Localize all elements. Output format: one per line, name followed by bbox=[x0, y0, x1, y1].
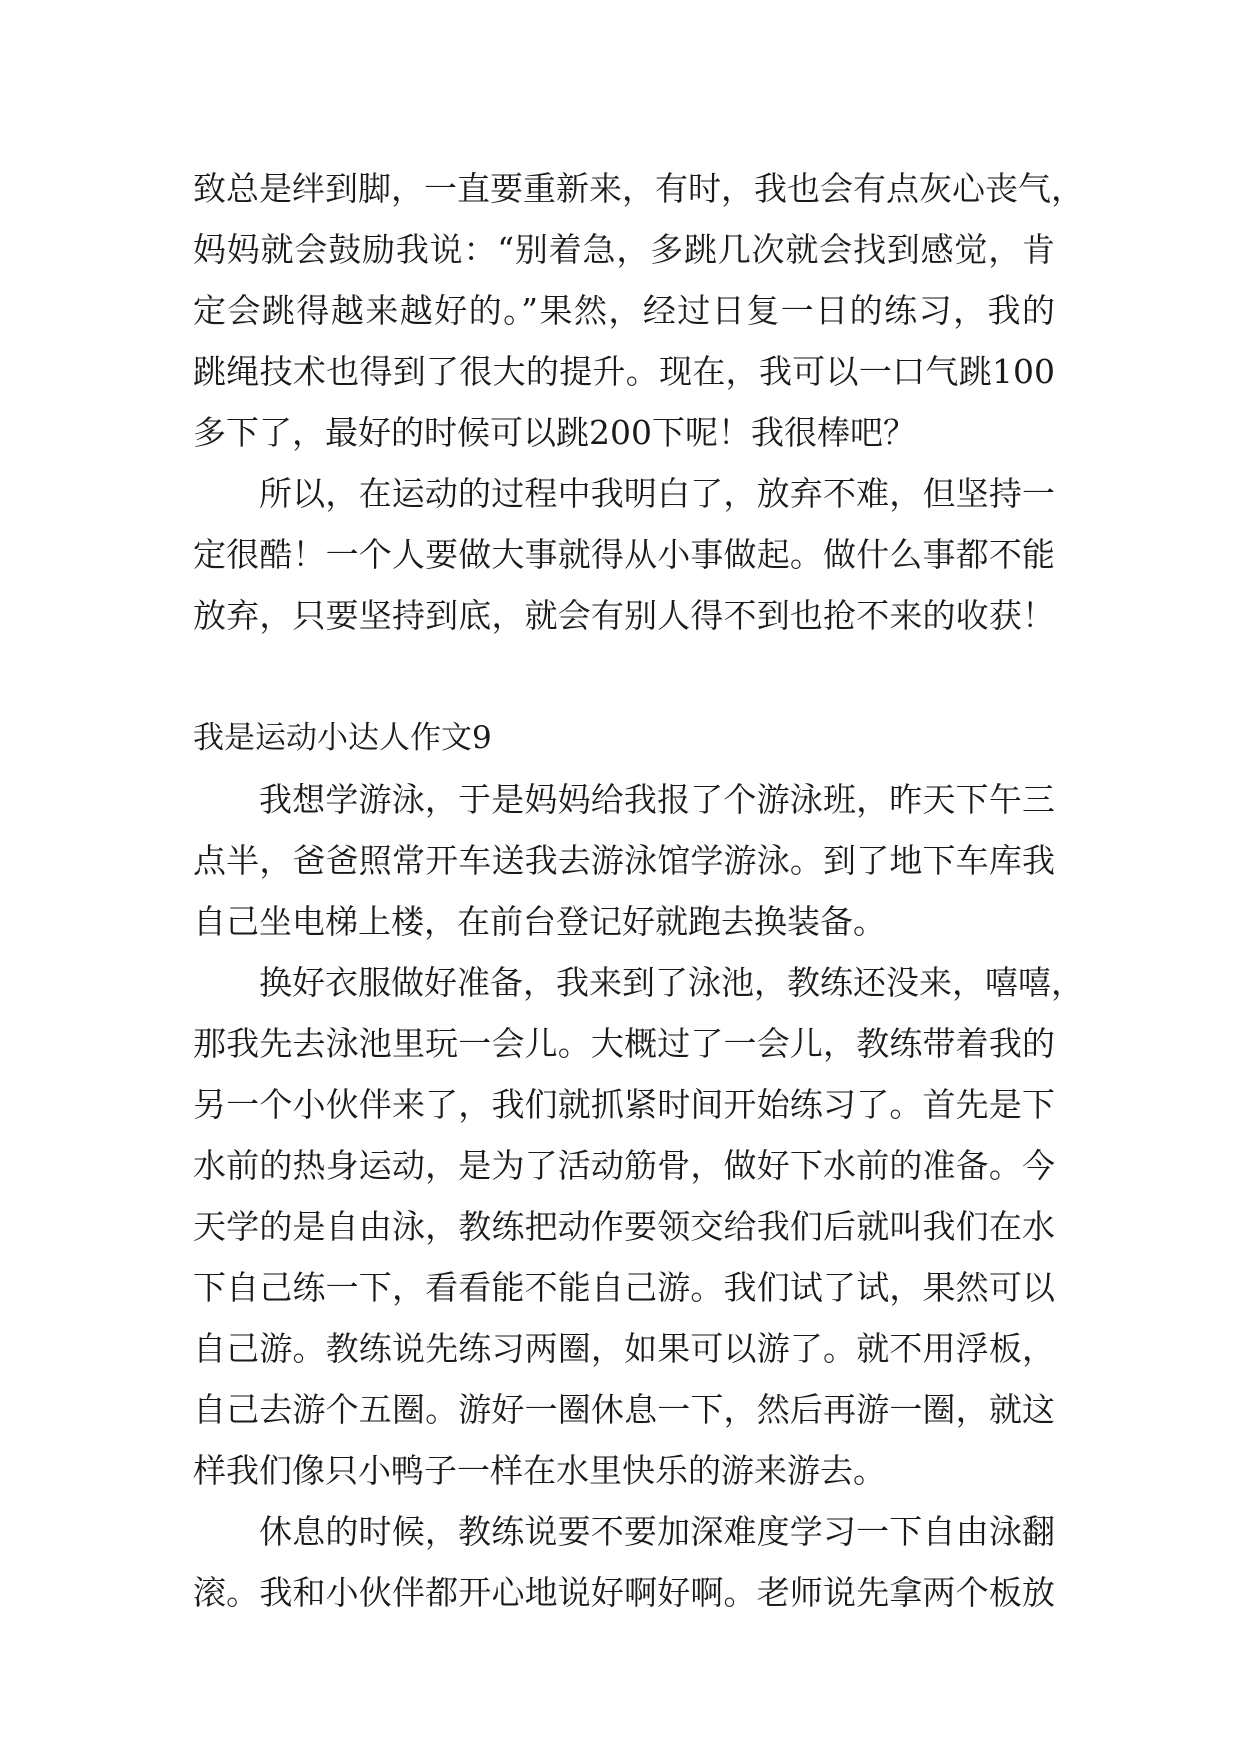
paragraph-rest bbox=[193, 1501, 1055, 1623]
text-line: 那我先去泳池里玩一会儿。大概过了一会儿，教练带着我的 bbox=[193, 1024, 1055, 1063]
paragraph-jump-rope bbox=[193, 158, 1084, 463]
text-line: 放弃，只要坚持到底，就会有别人得不到也抢不来的收获！ bbox=[193, 596, 1055, 635]
paragraph-swim-class bbox=[193, 769, 1055, 952]
text-line: 滚。我和小伙伴都开心地说好啊好啊。老师说先拿两个板放 bbox=[193, 1573, 1055, 1612]
text-line: 妈妈就会鼓励我说：“别着急，多跳几次就会找到感觉，肯 bbox=[193, 230, 1055, 269]
text-line: 另一个小伙伴来了，我们就抓紧时间开始练习了。首先是下 bbox=[193, 1085, 1055, 1124]
text-line: 下自己练一下，看看能不能自己游。我们试了试，果然可以 bbox=[193, 1268, 1055, 1307]
text-line: 自己游。教练说先练习两圈，如果可以游了。就不用浮板， bbox=[193, 1329, 1055, 1368]
text-line: 定很酷！一个人要做大事就得从小事做起。做什么事都不能 bbox=[193, 535, 1055, 574]
section-gap bbox=[193, 646, 1055, 708]
text-line: 水前的热身运动，是为了活动筋骨，做好下水前的准备。今 bbox=[193, 1146, 1055, 1185]
text-line: 换好衣服做好准备，我来到了泳池，教练还没来，嘻嘻， bbox=[259, 963, 1084, 1002]
section-heading: 我是运动小达人作文9 bbox=[193, 720, 492, 756]
text-line: 点半，爸爸照常开车送我去游泳馆学游泳。到了地下车库我 bbox=[193, 841, 1055, 880]
document-body bbox=[193, 158, 1084, 1623]
paragraph-conclusion bbox=[193, 463, 1055, 646]
text-line: 定会跳得越来越好的。”果然，经过日复一日的练习，我的 bbox=[193, 291, 1055, 330]
text-line: 天学的是自由泳，教练把动作要领交给我们后就叫我们在水 bbox=[193, 1207, 1055, 1246]
text-line: 我想学游泳，于是妈妈给我报了个游泳班，昨天下午三 bbox=[259, 780, 1055, 819]
text-line: 自己去游个五圈。游好一圈休息一下，然后再游一圈，就这 bbox=[193, 1390, 1055, 1429]
text-line: 所以，在运动的过程中我明白了，放弃不难，但坚持一 bbox=[259, 474, 1055, 513]
paragraph-practice bbox=[193, 952, 1084, 1501]
text-line: 休息的时候，教练说要不要加深难度学习一下自由泳翻 bbox=[259, 1512, 1055, 1551]
text-line: 自己坐电梯上楼，在前台登记好就跑去换装备。 bbox=[193, 902, 886, 941]
text-line: 多下了，最好的时候可以跳200下呢！我很棒吧？ bbox=[193, 413, 916, 452]
text-line: 致总是绊到脚，一直要重新来，有时，我也会有点灰心丧气， bbox=[193, 169, 1084, 208]
text-line: 跳绳技术也得到了很大的提升。现在，我可以一口气跳100 bbox=[193, 352, 1055, 391]
text-line: 样我们像只小鸭子一样在水里快乐的游来游去。 bbox=[193, 1451, 886, 1490]
